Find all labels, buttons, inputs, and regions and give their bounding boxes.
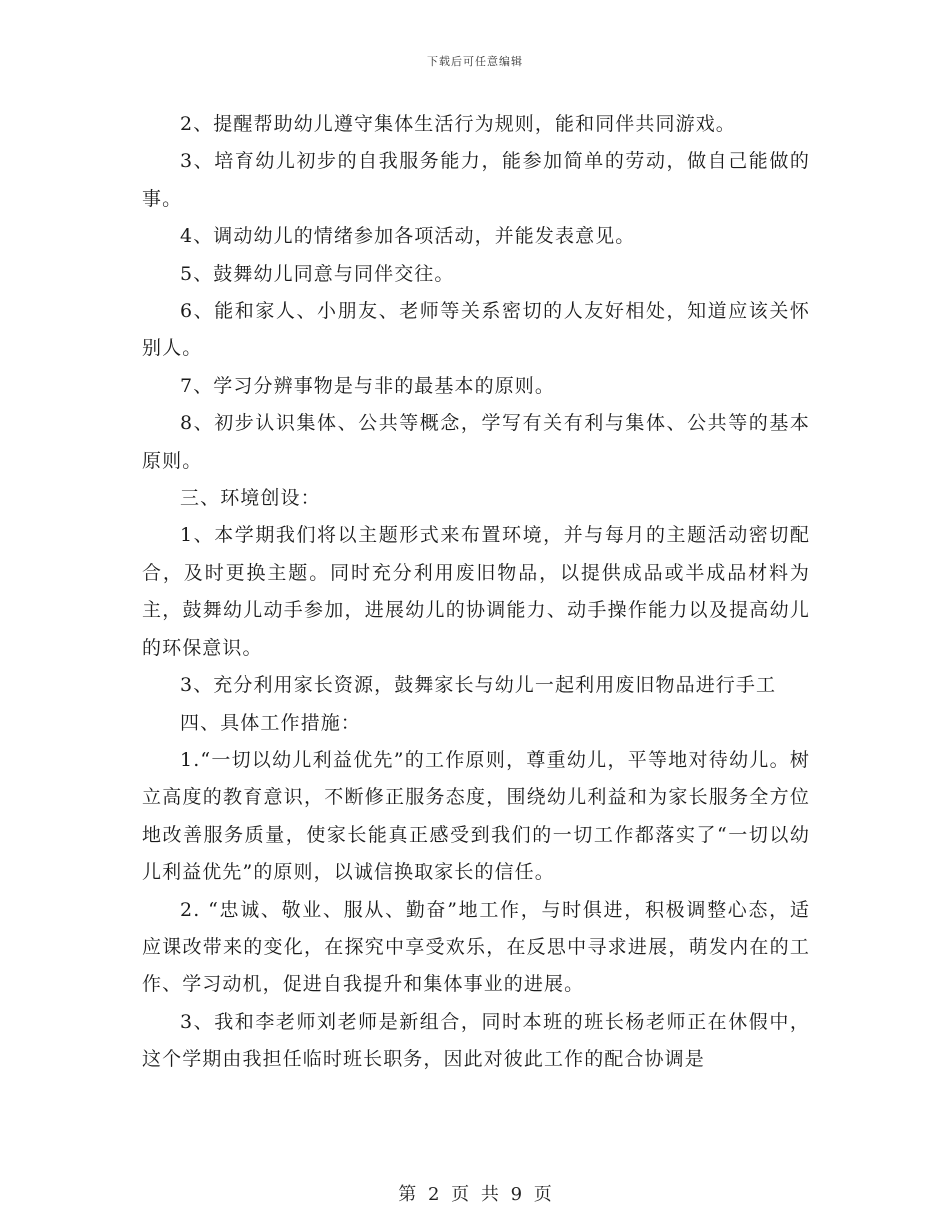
section-heading-environment: 三、环境创设： bbox=[180, 487, 321, 510]
paragraph-measure-2: 2. “忠诚、敬业、服从、勤奋”地工作，与时俱进，积极调整心态，适应课改带来的变化，在探究中享受欢乐，在反思中寻求进展，萌发内在的工作、学习动机，促进自我提升和集体事业的进展。 bbox=[142, 898, 810, 996]
paragraph-environment-1: 1、本学期我们将以主题形式来布置环境，并与每月的主题活动密切配合，及时更换主题。同时充分利用废旧物品，以提供成品或半成品材料为主，鼓舞幼儿动手参加，进展幼儿的协调能力、动手操作能力以及提高幼儿的环保意识。 bbox=[142, 524, 810, 659]
paragraph-item-8: 8、初步认识集体、公共等概念，学写有关有利与集体、公共等的基本原则。 bbox=[142, 412, 810, 472]
paragraph-item-6: 6、能和家人、小朋友、老师等关系密切的人友好相处，知道应该关怀别人。 bbox=[142, 300, 810, 360]
paragraph-item-4: 4、调动幼儿的情绪参加各项活动，并能发表意见。 bbox=[180, 225, 636, 248]
section-heading-measures: 四、具体工作措施： bbox=[180, 711, 361, 734]
paragraph-measure-1: 1.“一切以幼儿利益优先”的工作原则，尊重幼儿，平等地对待幼儿。树立高度的教育意识，不断修正服务态度，围绕幼儿利益和为家长服务全方位地改善服务质量，使家长能真正感受到我们的一切工作都落实了“一切以幼儿利益优先”的原则，以诚信换取家长的信任。 bbox=[142, 748, 810, 884]
paragraph-measure-3: 3、我和李老师刘老师是新组合，同时本班的班长杨老师正在休假中，这个学期由我担任临时班长职务，因此对彼此工作的配合协调是 bbox=[142, 1010, 810, 1071]
page-header: 下载后可任意编辑 bbox=[427, 55, 523, 68]
paragraph-item-3: 3、培育幼儿初步的自我服务能力，能参加简单的劳动，做自己能做的事。 bbox=[142, 150, 810, 210]
paragraph-environment-3: 3、充分利用家长资源，鼓舞家长与幼儿一起利用废旧物品进行手工 bbox=[180, 674, 777, 697]
paragraph-item-7: 7、学习分辨事物是与非的最基本的原则。 bbox=[180, 374, 555, 397]
paragraph-item-5: 5、鼓舞幼儿同意与同伴交往。 bbox=[180, 262, 455, 285]
document-body bbox=[142, 106, 810, 1079]
paragraph-item-2: 2、提醒帮助幼儿遵守集体生活行为规则，能和同伴共同游戏。 bbox=[180, 113, 736, 135]
page-number-footer: 第 2 页 共 9 页 bbox=[398, 1184, 552, 1205]
